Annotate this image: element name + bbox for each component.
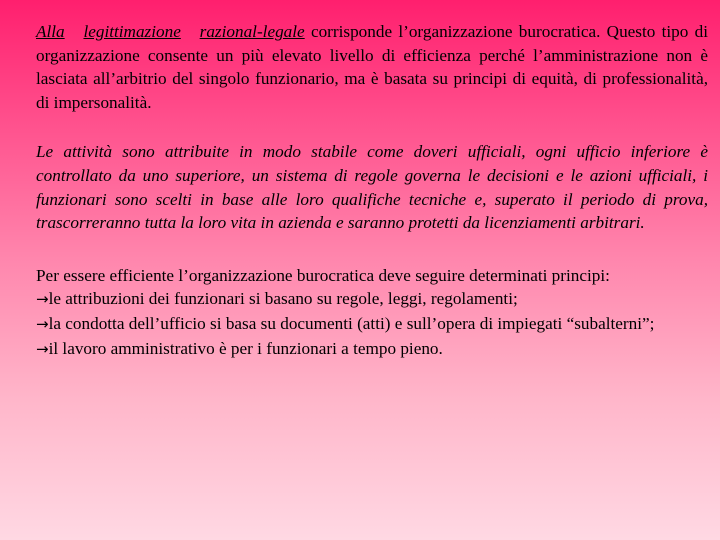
right-arrow-icon: →	[36, 290, 49, 309]
principle-item	[36, 287, 708, 312]
underlined-term-alla: Alla	[36, 22, 65, 41]
paragraph1-body: corrisponde l’organizzazione burocratica. Questo tipo di organizzazione consente un più elevato livello di efficienza perché l’amministrazione non è lasciata all’arbitrio del singolo funzionario, ma è basata su principi di equità, di professionalità, di impersonalità.	[36, 22, 708, 112]
paragraph-bureaucratic-organization	[36, 20, 708, 114]
underlined-term-razional-legale: razional-legale	[199, 22, 305, 41]
principle-item-text: il lavoro amministrativo è per i funzionari a tempo pieno.	[48, 338, 443, 358]
principle-item	[36, 337, 708, 362]
underlined-term-legittimazione: legittimazione	[83, 22, 181, 41]
right-arrow-icon: →	[36, 339, 49, 358]
slide-content	[36, 20, 708, 361]
paragraph-bureaucratic-features: Le attività sono attribuite in modo stabile come doveri ufficiali, ogni ufficio inferiore è controllato da uno superiore, un sistema di regole governa le decisioni e le azioni ufficiali, i funzionari sono scelti in base alle loro qualifiche tecniche e, superato il periodo di prova, trascorreranno tutta la loro vita in azienda e saranno protetti da licenziamenti arbitrari.	[36, 142, 708, 233]
principle-item	[36, 312, 708, 337]
principle-item-text: la condotta dell’ufficio si basa su documenti (atti) e sull’opera di impiegati “subalterni”;	[48, 313, 655, 333]
principles-intro: Per essere efficiente l’organizzazione burocratica deve seguire determinati principi:	[36, 265, 610, 285]
right-arrow-icon: →	[36, 314, 49, 333]
principle-item-text: le attribuzioni dei funzionari si basano su regole, leggi, regolamenti;	[48, 289, 518, 309]
paragraph-principles	[36, 264, 708, 361]
